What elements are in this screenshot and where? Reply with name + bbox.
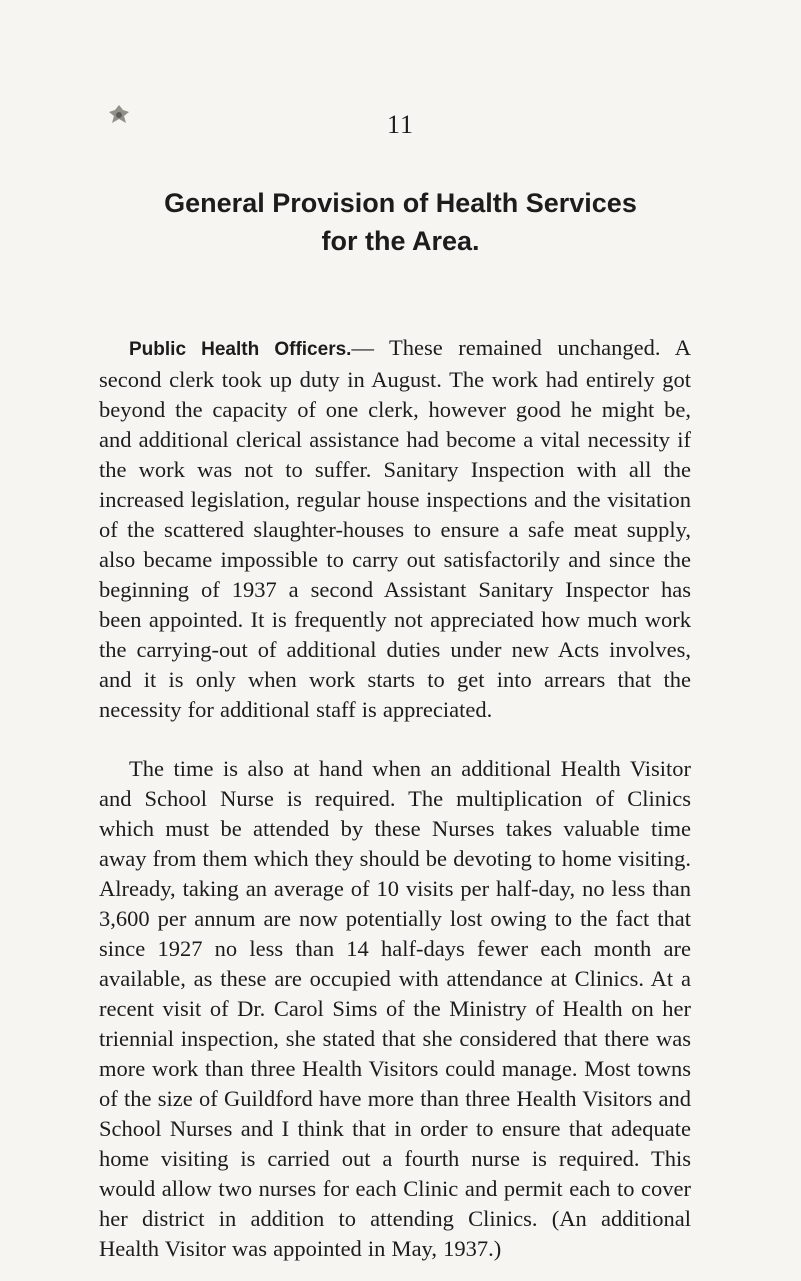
run-in-heading: Public Health Officers. (129, 339, 352, 360)
title-line-2: for the Area. (321, 226, 480, 257)
page-number: 11 (386, 110, 415, 139)
paragraph-public-health-officers (99, 333, 691, 725)
paragraph-text: The time is also at hand when an additional Health Visitor and School Nurse is required. The multiplication of Clinics which must be attended by these Nurses takes valuable time away from them which they should be devoting to home visiting. Already, taking an average of 10 visits per half-day, no less than 3,600 per annum are now potentially lost owing to the fact that since 1927 no less than 14 half-days fewer each month are available, as these are occupied with attendance at Clinics. At a recent visit of Dr. Carol Sims of the Ministry of Health on her triennial inspection, she stated that she considered that there was more work than three Health Visitors could manage. Most towns of the size of Guildford have more than three Health Visitors and School Nurses and I think that in order to ensure that adequate home visiting is carried out a fourth nurse is required. This would allow two nurses for each Clinic and permit each to cover her district in addition to attending Clinics. (An additional Health Visitor was appointed in May, 1937.) (99, 756, 691, 1261)
title-line-1: General Provision of Health Services (164, 188, 637, 219)
body-text (99, 333, 691, 1264)
paragraph-health-visitors (99, 754, 691, 1264)
paragraph-text: — These remained unchanged. A second clerk took up duty in August. The work had entirely got beyond the capacity of one clerk, however good he might be, and additional clerical assistance had become a vital necessity if the work was not to suffer. Sanitary Inspection with all the increased legislation, regular house inspections and the visitation of the scattered slaughter-houses to ensure a safe meat supply, also became impossible to carry out satisfactorily and since the beginning of 1937 a second Assistant Sanitary Inspector has been appointed. It is frequently not appreciated how much work the carrying-out of additional duties under new Acts involves, and it is only when work starts to get into arrears that the necessity for additional staff is appreciated. (99, 335, 691, 722)
page-title (0, 184, 801, 260)
